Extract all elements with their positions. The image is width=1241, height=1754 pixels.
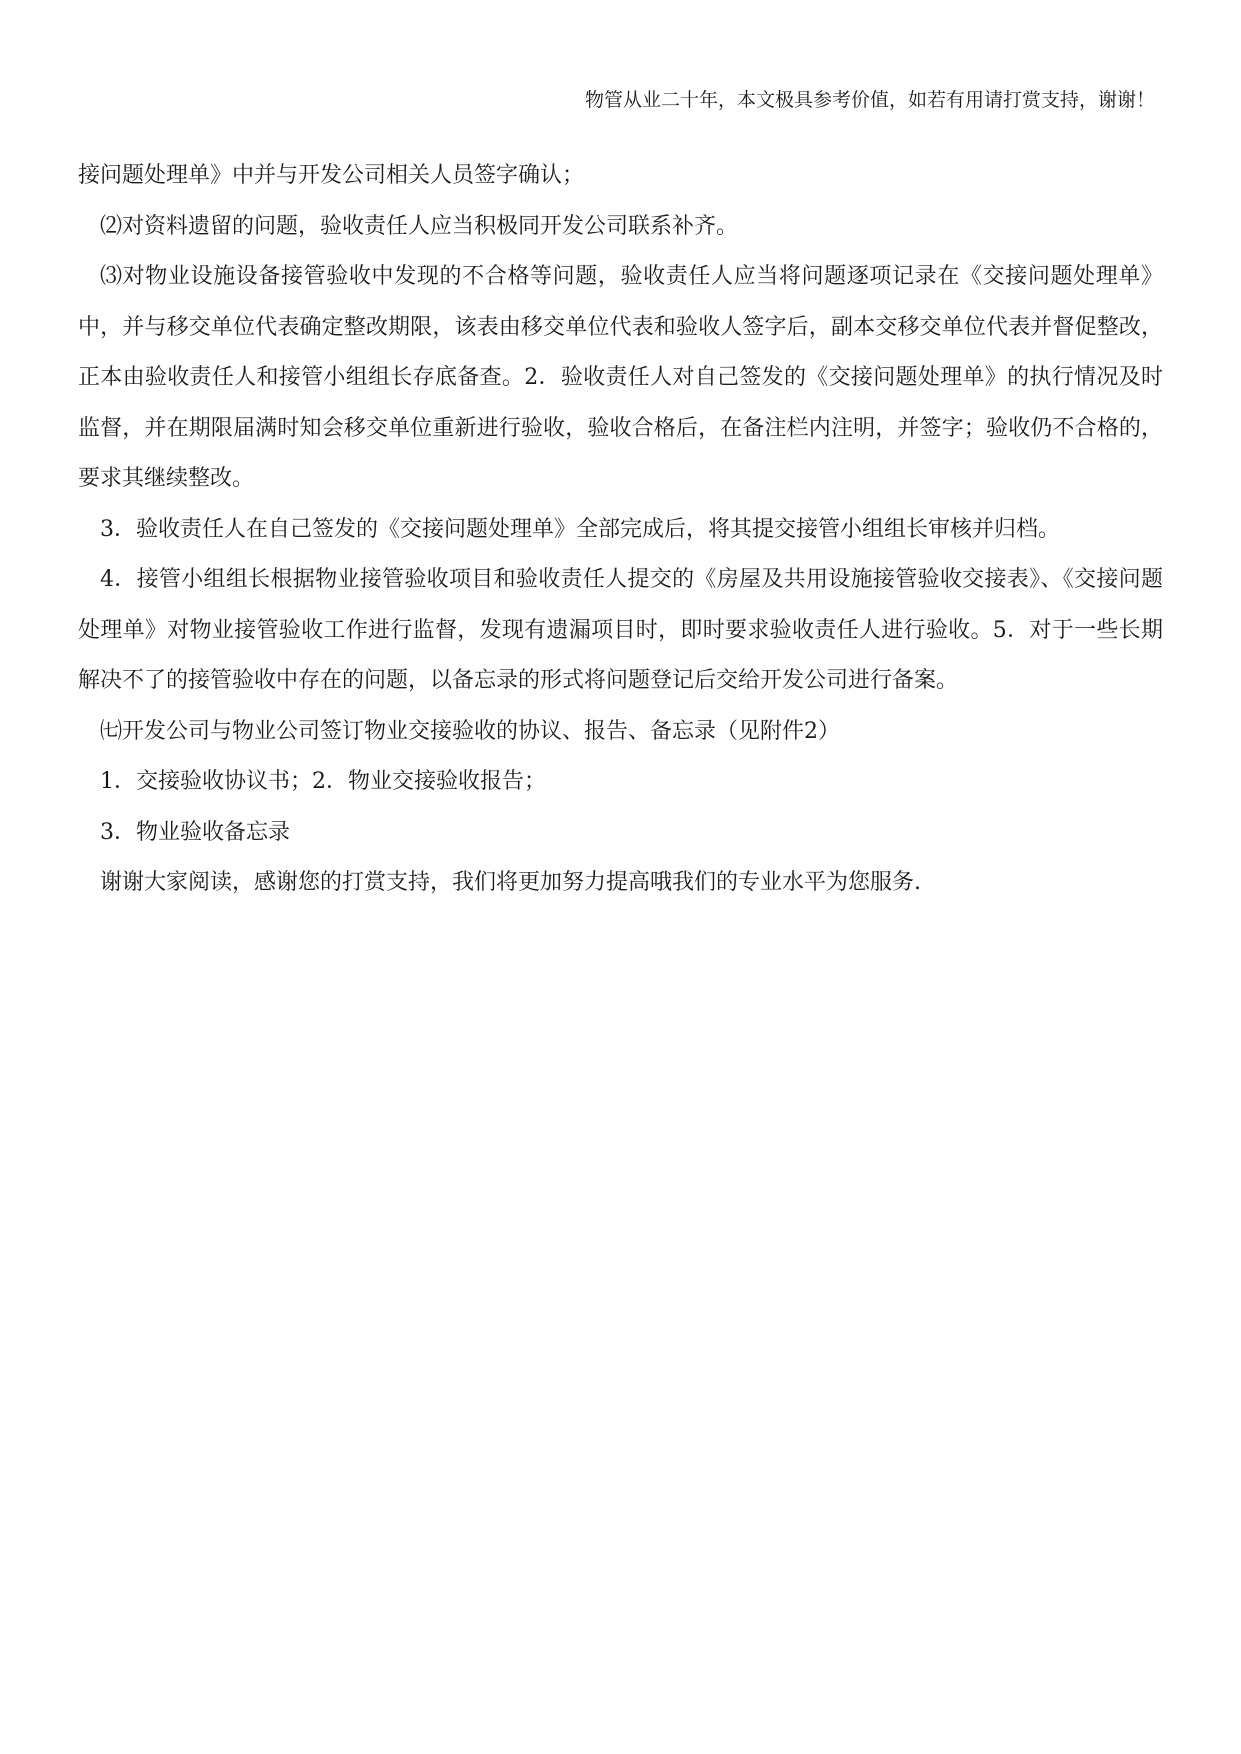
document-body bbox=[78, 151, 1163, 909]
paragraph-3: ⑶对物业设施设备接管验收中发现的不合格等问题，验收责任人应当将问题逐项记录在《交接问题处理单》中，并与移交单位代表确定整改期限，该表由移交单位代表和验收人签字后，副本交移交单位代表并督促整改，正本由验收责任人和接管小组组长存底备查。2．验收责任人对自己签发的《交接问题处理单》的执行情况及时监督，并在期限届满时知会移交单位重新进行验收，验收合格后，在备注栏内注明，并签字；验收仍不合格的，要求其继续整改。 bbox=[78, 264, 1163, 491]
header-note: 物管从业二十年，本文极具参考价值，如若有用请打赏支持，谢谢！ bbox=[584, 89, 1155, 111]
paragraph-5: 4．接管小组组长根据物业接管验收项目和验收责任人提交的《房屋及共用设施接管验收交接表》、《交接问题处理单》对物业接管验收工作进行监督，发现有遗漏项目时，即时要求验收责任人进行验收。5．对于一些长期解决不了的接管验收中存在的问题，以备忘录的形式将问题登记后交给开发公司进行备案。 bbox=[78, 567, 1163, 693]
paragraph-9: 谢谢大家阅读，感谢您的打赏支持，我们将更加努力提高哦我们的专业水平为您服务. bbox=[100, 870, 921, 895]
paragraph-2: ⑵对资料遗留的问题，验收责任人应当积极同开发公司联系补齐。 bbox=[100, 213, 739, 239]
paragraph-7: 1．交接验收协议书；2．物业交接验收报告； bbox=[100, 769, 546, 794]
paragraph-4: 3．验收责任人在自己签发的《交接问题处理单》全部完成后，将其提交接管小组组长审核并归档。 bbox=[100, 516, 1061, 542]
paragraph-6: ㈦开发公司与物业公司签订物业交接验收的协议、报告、备忘录（见附件2） bbox=[100, 718, 840, 744]
paragraph-8: 3．物业验收备忘录 bbox=[100, 819, 290, 845]
paragraph-1: 接问题处理单》中并与开发公司相关人员签字确认； bbox=[78, 163, 585, 188]
